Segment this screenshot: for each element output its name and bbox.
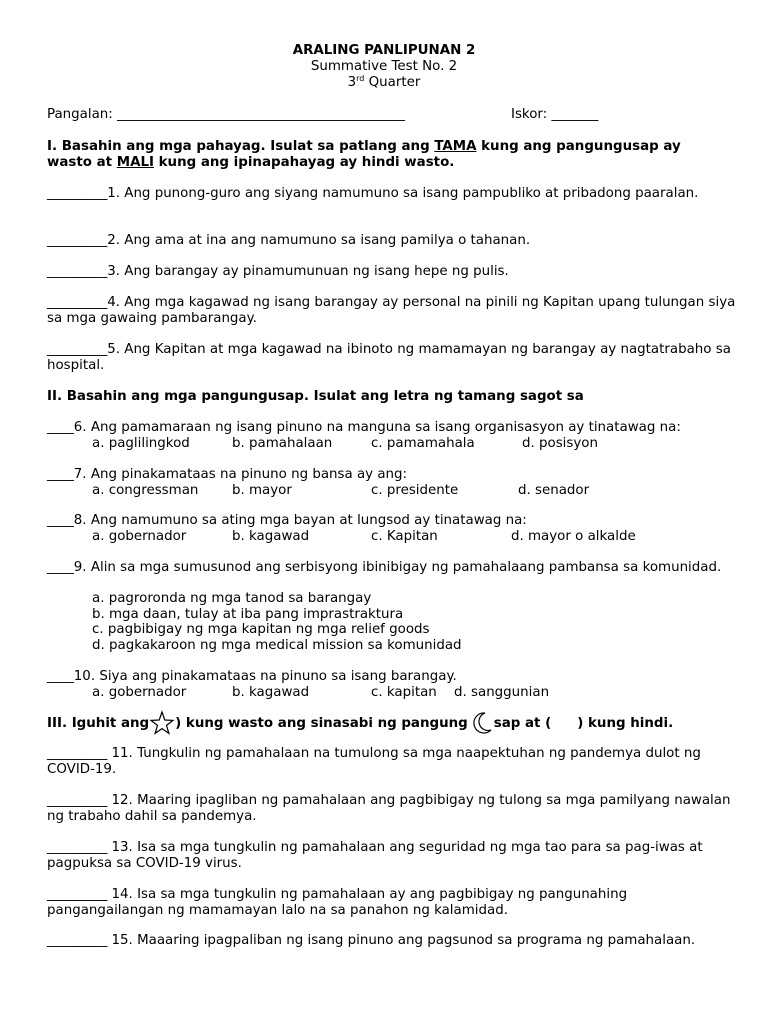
option-d: d. senador (518, 483, 590, 498)
question-3: _________3. Ang barangay ay pinamumunuan ng isang hepe ng pulis. (47, 264, 509, 279)
option-d: d. mayor o alkalde (511, 529, 636, 544)
moon-icon (468, 715, 494, 731)
option-b: b. pamahalaan (232, 436, 333, 451)
test-subtitle: Summative Test No. 2 (310, 59, 458, 74)
question-9-option-a: a. pagroronda ng mga tanod sa barangay (92, 591, 372, 606)
score-label: Iskor: (511, 107, 548, 122)
score-blank: _______ (551, 107, 599, 122)
option-a: a. gobernador (92, 685, 187, 700)
section1-heading: I. Basahin ang mga pahayag. Isulat sa patlang ang TAMA kung ang pangungusap ay wasto at MALI kung ang ipinapahayag ay hindi wasto. (47, 139, 681, 170)
question-5: _________5. Ang Kapitan at mga kagawad na ibinoto ng mamamayan ng barangay ay nagtatrabaho sa hospital. (47, 342, 731, 373)
question-1: _________1. Ang punong-guro ang siyang namumuno sa isang pampubliko at pribadong paaralan. (47, 186, 699, 201)
option-d: d. posisyon (522, 436, 598, 451)
name-label: Pangalan: (47, 107, 113, 122)
option-a: a. gobernador (92, 529, 187, 544)
question-10: ____10. Siya ang pinakamataas na pinuno sa isang barangay. (47, 669, 457, 684)
question-8: ____8. Ang namumuno sa ating mga bayan at lungsod ay tinatawag na: (47, 513, 527, 528)
option-b: b. kagawad (232, 685, 310, 700)
question-2: _________2. Ang ama at ina ang namumuno sa isang pamilya o tahanan. (47, 233, 531, 248)
section3-heading: III. Iguhit ang ) kung wasto ang sinasabi ng pangung sap at ( ) kung hindi. (47, 715, 737, 732)
option-c: c. kapitan (371, 685, 437, 700)
tama-word: TAMA (434, 139, 477, 154)
star-icon (149, 715, 175, 731)
question-12: _________ 12. Maaring ipagliban ng pamahalaan ang pagbibigay ng tulong sa mga pamilyang nawalan ng trabaho dahil sa pandemya. (47, 793, 731, 824)
question-4: _________4. Ang mga kagawad ng isang barangay ay personal na pinili ng Kapitan upang tulungan siya sa mga gawaing pambarangay. (47, 295, 736, 326)
name-row (47, 107, 737, 123)
question-9-option-d: d. pagkakaroon ng mga medical mission sa komunidad (92, 638, 462, 653)
option-a: a. paglilingkod (92, 436, 190, 451)
question-13: _________ 13. Isa sa mga tungkulin ng pamahalaan ang seguridad ng mga tao para sa pag-iwas at pagpuksa sa COVID-19 virus. (47, 840, 703, 871)
section2-heading: II. Basahin ang mga pangungusap. Isulat ang letra ng tamang sagot sa (47, 389, 584, 404)
option-c: c. presidente (371, 483, 459, 498)
question-9-option-b: b. mga daan, tulay at iba pang imprastraktura (92, 607, 404, 622)
option-a: a. congressman (92, 483, 199, 498)
question-7: ____7. Ang pinakamataas na pinuno ng bansa ay ang: (47, 467, 408, 482)
question-6: ____6. Ang pamamaraan ng isang pinuno na manguna sa isang organisasyon ay tinatawag na: (47, 420, 681, 435)
score-field (511, 107, 598, 123)
question-14: _________ 14. Isa sa mga tungkulin ng pamahalaan ay ang pagbibigay ng pangunahing pangangailangan ng mamamayan lalo na sa panahon ng kalamidad. (47, 887, 628, 918)
quarter-label: 3rd Quarter (347, 74, 421, 90)
page-title: ARALING PANLIPUNAN 2 (292, 43, 476, 58)
question-11: _________ 11. Tungkulin ng pamahalaan na tumulong sa mga naapektuhan ng pandemya dulot ng COVID-19. (47, 746, 701, 777)
option-b: b. mayor (232, 483, 292, 498)
option-c: c. pamamahala (371, 436, 475, 451)
question-15: _________ 15. Maaaring ipagpaliban ng isang pinuno ang pagsunod sa programa ng pamahalaan. (47, 933, 696, 948)
question-9-option-c: c. pagbibigay ng mga kapitan ng mga relief goods (92, 622, 430, 637)
question-9: ____9. Alin sa mga sumusunod ang serbisyong ibinibigay ng pamahalaang pambansa sa komunidad. (47, 560, 722, 575)
option-c: c. Kapitan (371, 529, 438, 544)
option-b: b. kagawad (232, 529, 310, 544)
option-d: d. sanggunian (454, 685, 550, 700)
mali-word: MALI (116, 155, 154, 170)
name-blank: ___________________________________________ (117, 107, 405, 122)
